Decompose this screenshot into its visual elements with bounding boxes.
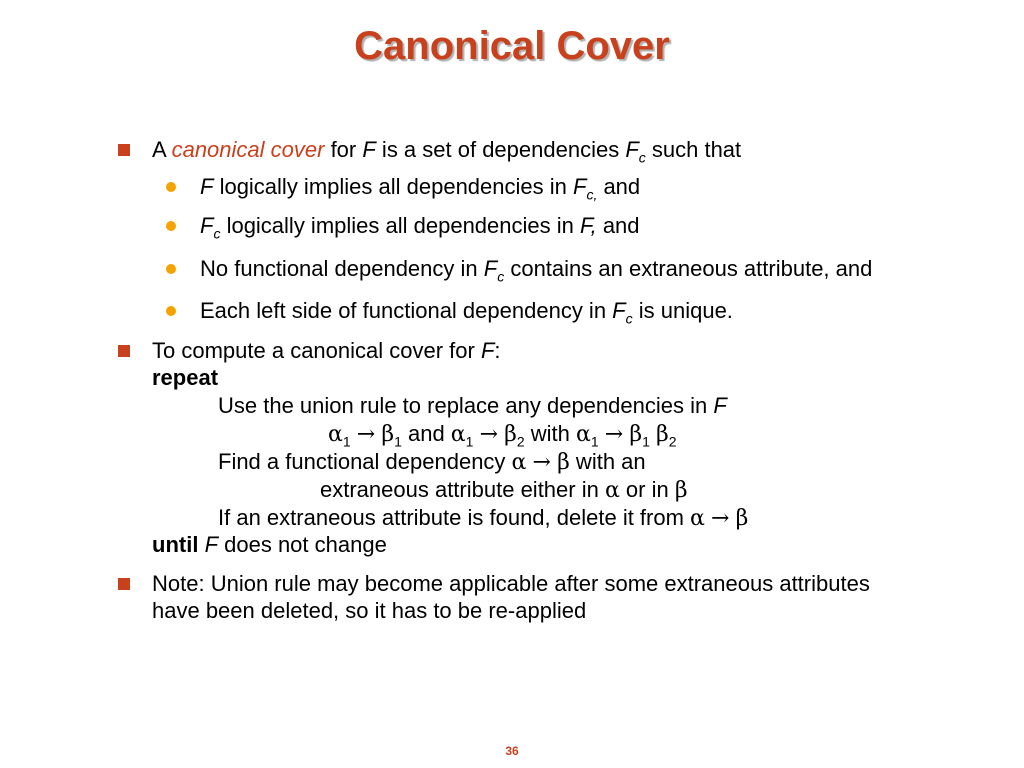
bullet-note-line-2: have been deleted, so it has to be re-applied	[152, 598, 587, 623]
subscript-c: c	[625, 310, 633, 327]
term-canonical-cover: canonical cover	[171, 137, 325, 162]
keyword-until: until	[152, 532, 199, 557]
subscript-c: c	[497, 268, 505, 285]
text-and: and	[597, 174, 641, 199]
arrow-symbol: →	[532, 450, 551, 475]
text-find-fd: Find a functional dependency	[218, 449, 512, 474]
symbol-f: F	[204, 532, 219, 557]
alpha-symbol: α	[576, 422, 591, 447]
alpha-symbol: α	[450, 422, 466, 447]
algorithm-step-find-fd	[218, 449, 646, 476]
text-contains-extraneous: contains an extraneous attribute, and	[504, 256, 873, 281]
text-a: A	[152, 137, 172, 162]
beta-symbol: β	[656, 422, 669, 447]
text-to-compute: To compute a canonical cover for	[152, 338, 481, 363]
algorithm-until	[152, 532, 387, 558]
round-bullet-icon	[166, 221, 176, 231]
text-is-unique: is unique.	[632, 298, 733, 323]
round-bullet-icon	[166, 264, 176, 274]
sub-bullet-no-extraneous	[200, 256, 873, 285]
subscript-2: 2	[516, 433, 525, 450]
beta-symbol: β	[504, 422, 517, 447]
subscript-1: 1	[465, 433, 474, 450]
text-logically-implies: logically implies all dependencies in	[220, 213, 580, 238]
alpha-symbol: α	[690, 506, 705, 531]
subscript-1: 1	[394, 433, 402, 450]
subscript-c: c	[638, 149, 646, 166]
arrow-symbol: →	[711, 506, 730, 531]
symbol-fc: F	[483, 256, 498, 281]
text-each-left-side: Each left side of functional dependency in	[200, 298, 613, 323]
symbol-f: F	[362, 137, 376, 162]
beta-symbol: β	[674, 478, 688, 503]
symbol-fc: F	[625, 137, 639, 162]
sub-bullet-left-side-unique	[200, 298, 733, 327]
text-and: and	[401, 421, 451, 446]
round-bullet-icon	[166, 306, 176, 316]
square-bullet-icon	[118, 578, 130, 590]
round-bullet-icon	[166, 182, 176, 192]
algorithm-step-union-rule	[218, 393, 727, 419]
bullet-canonical-cover-definition	[152, 137, 742, 166]
square-bullet-icon	[118, 144, 130, 156]
slide-title: Canonical Cover	[354, 24, 670, 68]
text-does-not-change: does not change	[218, 532, 387, 557]
bullet-note-line-1: Note: Union rule may become applicable after some extraneous attributes	[152, 571, 870, 596]
subscript-1: 1	[342, 433, 351, 450]
text-if-found: If an extraneous attribute is found, delete it from	[218, 505, 691, 530]
text-or-in: or in	[619, 477, 675, 502]
text-set-of-dependencies: is a set of dependencies	[375, 137, 626, 162]
alpha-symbol: α	[604, 478, 620, 503]
text-logically-implies: logically implies all dependencies in	[213, 174, 573, 199]
text-colon: :	[494, 338, 501, 363]
keyword-repeat: repeat	[152, 365, 219, 390]
arrow-symbol: →	[604, 422, 624, 447]
algorithm-step-extraneous-either	[320, 477, 688, 504]
text-union-rule: Use the union rule to replace any dependencies in	[218, 393, 714, 418]
subscript-c: c,	[586, 186, 598, 203]
subscript-1: 1	[590, 433, 599, 450]
symbol-fc: F	[200, 213, 214, 238]
text-no-functional-dependency: No functional dependency in	[200, 256, 484, 281]
subscript-2: 2	[668, 433, 677, 450]
symbol-f: F	[713, 393, 727, 418]
algorithm-step-delete	[218, 505, 748, 532]
subscript-c: c	[213, 225, 221, 242]
bullet-compute-canonical-cover	[152, 338, 501, 364]
beta-symbol: β	[381, 422, 395, 447]
text-with-an: with an	[569, 449, 646, 474]
arrow-symbol: →	[479, 422, 499, 447]
text-extraneous-either: extraneous attribute either in	[320, 477, 605, 502]
arrow-symbol: →	[356, 422, 376, 447]
beta-symbol: β	[629, 422, 643, 447]
alpha-symbol: α	[511, 450, 527, 475]
symbol-f: F	[480, 338, 495, 363]
beta-symbol: β	[557, 450, 570, 475]
symbol-f: F,	[579, 213, 597, 238]
algorithm-union-example	[328, 421, 677, 448]
symbol-fc: F	[612, 298, 626, 323]
alpha-symbol: α	[328, 422, 343, 447]
text-such-that: such that	[645, 137, 742, 162]
sub-bullet-f-implies-fc	[200, 174, 641, 203]
page-number: 36	[505, 744, 519, 758]
square-bullet-icon	[118, 345, 130, 357]
text-for: for	[324, 137, 363, 162]
beta-symbol: β	[735, 506, 749, 531]
text-and: and	[596, 213, 640, 238]
symbol-fc: F	[572, 174, 587, 199]
sub-bullet-fc-implies-f	[200, 213, 640, 242]
text-with: with	[524, 421, 577, 446]
symbol-f: F	[200, 174, 214, 199]
subscript-1: 1	[642, 433, 650, 450]
